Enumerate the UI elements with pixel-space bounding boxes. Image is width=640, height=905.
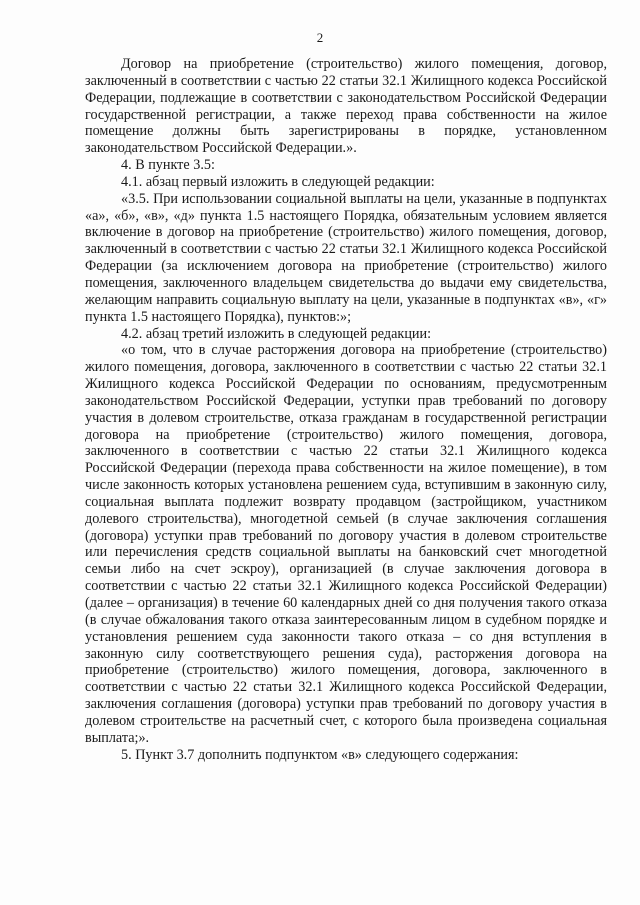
paragraph-item-3-5-text: «3.5. При использовании социальной выплаты на цели, указанные в подпунктах «а», «б», «в», «д» пункта 1.5 настоящего Порядка, обязательным условием является включение в договор на приобретение (строительство) жилого помещения, договор, заключенный в соответствии с частью 22 статьи 32.1 Жилищного кодекса Российской Федерации (за исключением договора на приобретение (строительство) жилого помещения, заключенного владельцем свидетельства до выдачи ему свидетельства, желающим направить социальную выплату на цели, указанные в подпунктах «в», «г» пункта 1.5 настоящего Порядка), пунктов:»; [85,190,607,325]
page-number: 2 [316,30,324,45]
paragraph-item-4-2: 4.2. абзац третий изложить в следующей редакции: [121,325,432,342]
paragraph-refund-clause: «о том, что в случае расторжения договора на приобретение (строительство) жилого помещения, договора, заключенного в соответствии с частью 22 статьи 32.1 Жилищного кодекса Российской Федерации по основаниям, предусмотренным законодательством Российской Федерации, уступки прав требований по договору участия в долевом строительстве, отказа гражданам в государственной регистрации договора на приобретение (строительство) жилого помещения, договора, заключенного в соответствии с частью 22 статьи 32.1 Жилищного кодекса Российской Федерации (перехода права собственности на жилое помещение), в том числе законность которых установлена решением суда, вступившим в законную силу, социальная выплата подлежит возврату продавцом (застройщиком, участником долевого строительства), многодетной семьей (в случае заключения соглашения (договора) уступки прав требований по договору участия в долевом строительстве или перечисления средств социальной выплаты на банковский счет многодетной семьи либо на счет эскроу), организацией (в случае заключения договора в соответствии с частью 22 статьи 32.1 Жилищного кодекса Российской Федерации) (далее – организация) в течение 60 календарных дней со дня получения такого отказа (в случае обжалования такого отказа заинтересованным лицом в судебном порядке и установления решением суда законности такого отказа – со дня вступления в законную силу соответствующего решения суда), расторжения договора на приобретение (строительство) жилого помещения, договора, заключенного в соответствии с частью 22 статьи 32.1 Жилищного кодекса Российской Федерации, заключения соглашения (договора) уступки прав требований по договору участия в долевом строительстве на расчетный счет, с которого была произведена социальная выплата;». [85,342,607,746]
paragraph-registration: Договор на приобретение (строительство) жилого помещения, договор, заключенный в соответствии с частью 22 статьи 32.1 Жилищного кодекса Российской Федерации, подлежащие в соответствии с законодательством Российской Федерации государственной регистрации, а также переход права собственности на жилое помещение должны быть зарегистрированы в порядке, установленном законодательством Российской Федерации.». [85,56,607,157]
body-text [85,56,607,763]
paragraph-item-4-1: 4.1. абзац первый изложить в следующей редакции: [121,173,435,190]
paragraph-item-5: 5. Пункт 3.7 дополнить подпунктом «в» следующего содержания: [121,746,519,763]
paragraph-item-4: 4. В пункте 3.5: [121,157,215,174]
